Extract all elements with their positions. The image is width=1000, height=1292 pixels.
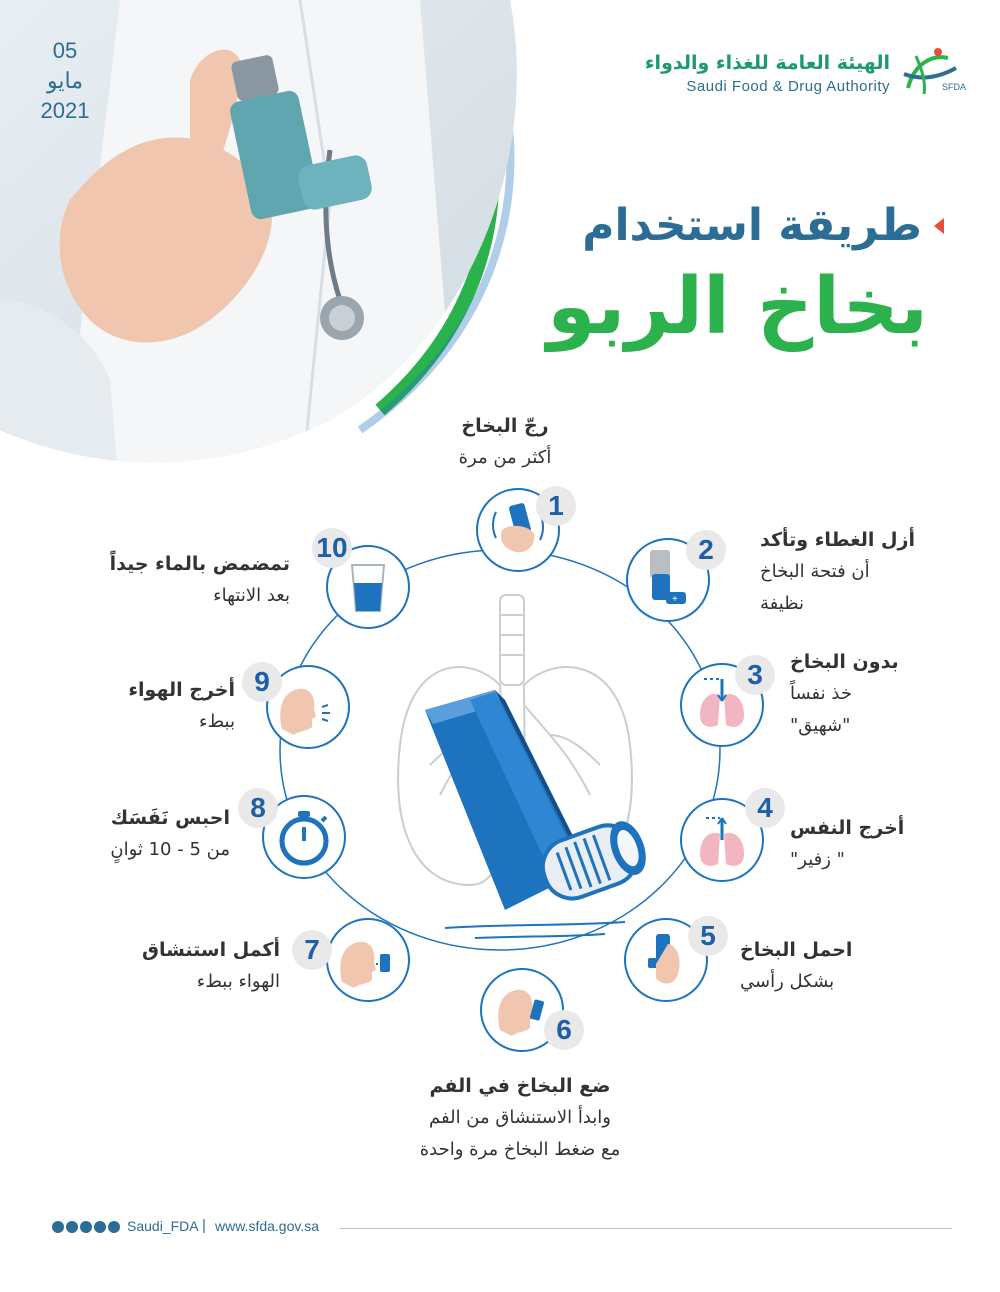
step-7-circle xyxy=(326,918,410,1002)
step-7-number: 7 xyxy=(292,930,332,970)
step-3-number: 3 xyxy=(735,655,775,695)
footer-separator: | xyxy=(202,1217,206,1234)
step-7-line-1: الهواء ببطء xyxy=(196,971,280,992)
date-year: 2021 xyxy=(40,98,90,123)
page-title-line2: بخاخ الربو xyxy=(547,262,928,352)
step-5-title: احمل البخاخ xyxy=(740,939,853,961)
step-6-title: ضع البخاخ في الفم xyxy=(429,1075,611,1097)
step-9-title: أخرج الهواء xyxy=(128,679,235,701)
step-2-number: 2 xyxy=(686,530,726,570)
youtube-icon[interactable] xyxy=(80,1221,92,1233)
asthma-inhaler-illustration-icon xyxy=(415,680,645,950)
step-3-line-1: خذ نفساً xyxy=(790,683,852,704)
step-6-number: 6 xyxy=(544,1010,584,1050)
step-8-number: 8 xyxy=(238,788,278,828)
step-8-title: احبس نَفَسَك xyxy=(110,807,230,829)
page-title-line1: طريقة استخدام xyxy=(582,200,922,251)
step-10-number: 10 xyxy=(312,528,352,568)
logo-arabic-name: الهيئة العامة للغذاء والدواء xyxy=(644,52,890,74)
step-5-number: 5 xyxy=(688,916,728,956)
logo-mark-text: SFDA xyxy=(942,82,967,92)
step-9-text xyxy=(80,674,235,738)
step-1-title: رجّ البخاخ xyxy=(461,415,549,437)
step-2-text xyxy=(760,524,960,620)
step-10-line-1: بعد الانتهاء xyxy=(213,585,290,606)
svg-text:+: + xyxy=(672,594,678,605)
step-6-line-2: مع ضغط البخاخ مرة واحدة xyxy=(419,1139,621,1160)
snapchat-icon[interactable] xyxy=(94,1221,106,1233)
step-9-number: 9 xyxy=(242,662,282,702)
logo-english-name: Saudi Food & Drug Authority xyxy=(686,78,890,95)
step-3-text xyxy=(790,646,940,742)
step-6-line-1: وابدأ الاستنشاق من الفم xyxy=(429,1107,611,1128)
title-accent-mark xyxy=(934,218,944,234)
step-10-text xyxy=(50,548,290,612)
step-1-line-1: أكثر من مرة xyxy=(458,447,552,468)
step-6-text xyxy=(380,1070,660,1166)
step-8-line-1: من 5 - 10 ثوانٍ xyxy=(110,839,230,860)
step-5-text xyxy=(740,934,890,998)
step-4-text xyxy=(790,812,940,876)
step-5-line-1: بشكل رأسي xyxy=(740,971,835,992)
step-7-text xyxy=(100,934,280,998)
date-day: 05 xyxy=(52,38,78,63)
step-8-text xyxy=(60,802,230,866)
instagram-icon[interactable] xyxy=(66,1221,78,1233)
footer-url-link[interactable]: www.sfda.gov.sa xyxy=(215,1218,320,1234)
date-block xyxy=(30,36,100,126)
step-4-title: أخرج النفس xyxy=(790,817,905,839)
step-4-number: 4 xyxy=(745,788,785,828)
step-4-line-1: " زفير" xyxy=(790,849,845,870)
step-1-number: 1 xyxy=(536,486,576,526)
inhale-slowly-icon xyxy=(328,920,408,1000)
footer-handle[interactable]: Saudi_FDA xyxy=(127,1218,199,1234)
step-2-title: أزل الغطاء وتأكد xyxy=(760,529,915,551)
step-1-text xyxy=(430,410,580,474)
step-9-line-1: ببطء xyxy=(199,711,235,732)
step-7-title: أكمل استنشاق xyxy=(141,939,280,961)
facebook-icon[interactable] xyxy=(52,1221,64,1233)
step-10-title: تمضمض بالماء جيداً xyxy=(109,553,290,575)
step-3-line-2: "شهيق" xyxy=(790,715,851,736)
step-2-line-2: نظيفة xyxy=(760,593,804,614)
step-3-title: بدون البخاخ xyxy=(790,651,899,673)
date-month: مايو xyxy=(47,68,83,93)
twitter-icon[interactable] xyxy=(108,1221,120,1233)
step-2-line-1: أن فتحة البخاخ xyxy=(760,561,870,582)
sfda-logo-icon xyxy=(898,44,967,100)
footer-divider xyxy=(340,1228,952,1229)
